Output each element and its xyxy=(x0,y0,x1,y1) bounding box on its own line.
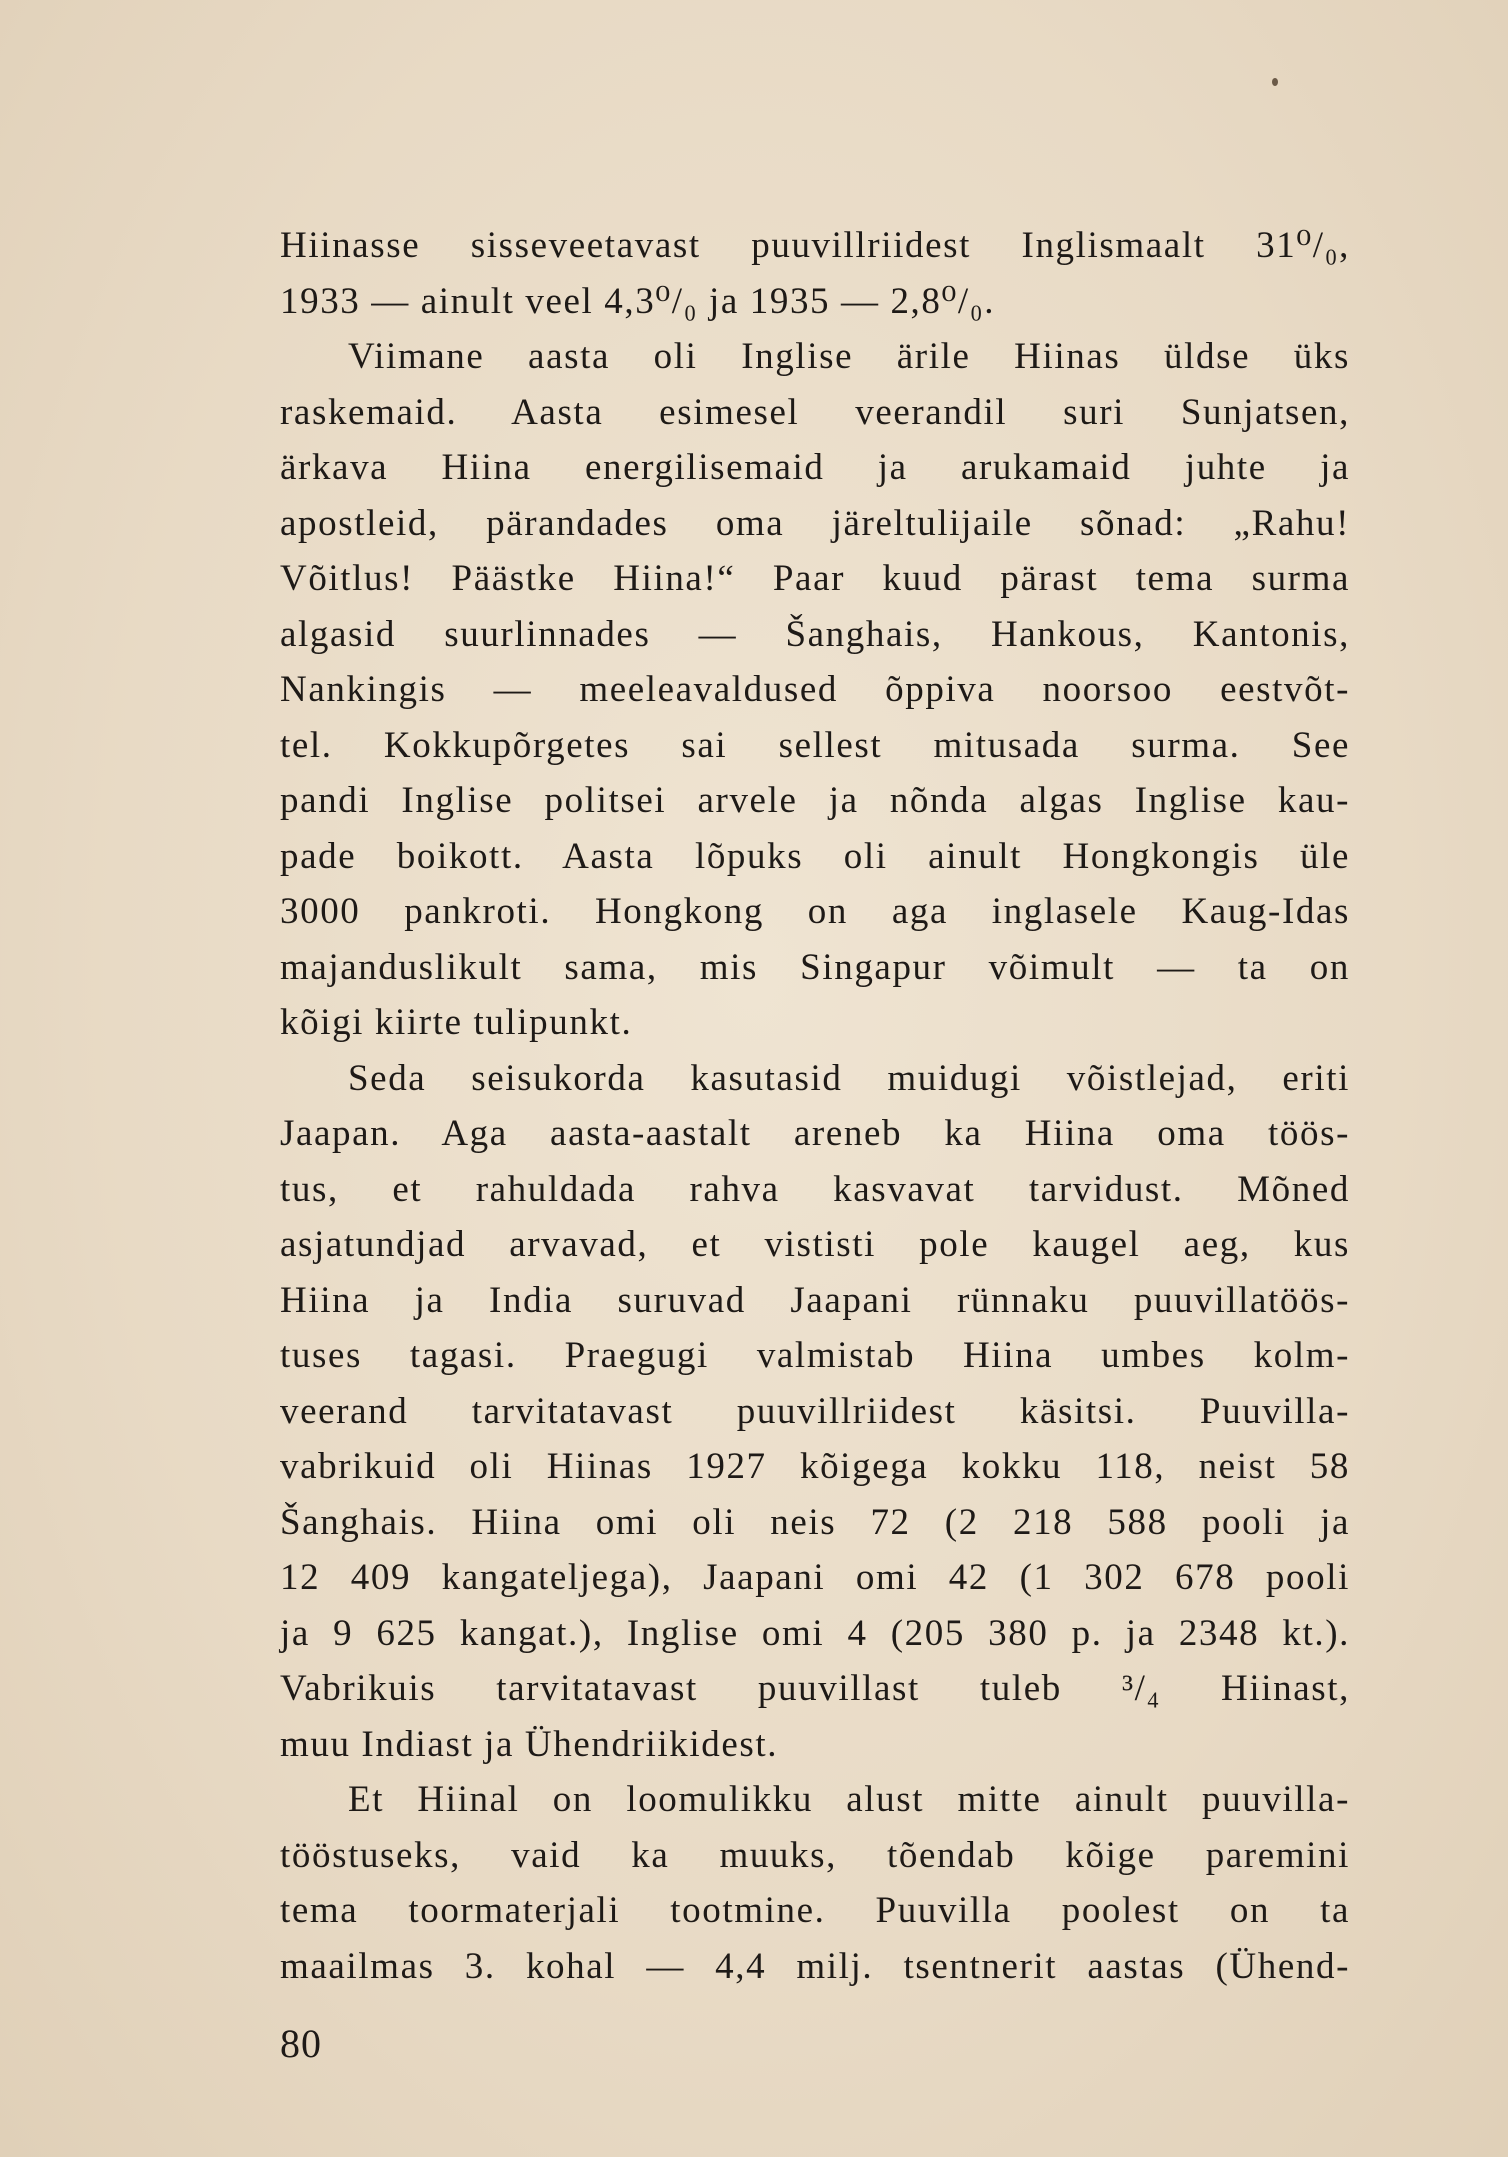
text-line: Et Hiinal on loomulikku alust mitte ainult puuvilla- xyxy=(348,1779,1350,1820)
text-line: algasid suurlinnades — Šanghais, Hankous, Kantonis, xyxy=(280,613,1350,655)
text-line: maailmas 3. kohal — 4,4 milj. tsentnerit aastas (Ühend- xyxy=(280,1945,1350,1987)
text-line: Seda seisukorda kasutasid muidugi võistlejad, eriti xyxy=(348,1057,1350,1099)
text-line: 1933 — ainult veel 4,3⁰/₀ ja 1935 — 2,8⁰/₀. xyxy=(280,280,996,322)
text-line: tööstuseks, vaid ka muuks, tõendab kõige paremini xyxy=(280,1834,1350,1876)
text-line: Nankingis — meeleavaldused õppiva noorsoo eestvõt- xyxy=(280,669,1350,710)
text-line: veerand tarvitatavast puuvillriidest käsitsi. Puuvilla- xyxy=(280,1390,1350,1432)
text-line: 12 409 kangateljega), Jaapani omi 42 (1 302 678 pooli xyxy=(280,1557,1350,1598)
text-line: asjatundjad arvavad, et vististi pole kaugel aeg, kus xyxy=(280,1224,1350,1265)
text-line: tema toormaterjali tootmine. Puuvilla poolest on ta xyxy=(280,1890,1350,1931)
text-line: Šanghais. Hiina omi oli neis 72 (2 218 588 pooli ja xyxy=(280,1501,1350,1543)
text-line: kõigi kiirte tulipunkt. xyxy=(280,1002,633,1043)
text-line: Hiinasse sisseveetavast puuvillriidest Inglismaalt 31⁰/₀, xyxy=(280,225,1350,266)
text-line: tel. Kokkupõrgetes sai sellest mitusada surma. See xyxy=(280,724,1350,766)
text-line: 3000 pankroti. Hongkong on aga inglasele Kaug-Idas xyxy=(280,891,1350,932)
text-line: Jaapan. Aga aasta-aastalt areneb ka Hiina oma töös- xyxy=(280,1113,1350,1154)
text-line: muu Indiast ja Ühendriikidest. xyxy=(280,1723,779,1765)
text-line: pade boikott. Aasta lõpuks oli ainult Hongkongis üle xyxy=(280,835,1350,877)
text-line: Võitlus! Päästke Hiina!“ Paar kuud pärast tema surma xyxy=(280,558,1350,599)
text-line: ärkava Hiina energilisemaid ja arukamaid juhte ja xyxy=(280,447,1350,488)
text-line: Viimane aasta oli Inglise ärile Hiinas üldse üks xyxy=(348,336,1350,377)
text-line: raskemaid. Aasta esimesel veerandil suri Sunjatsen, xyxy=(280,391,1350,433)
text-line: Vabrikuis tarvitatavast puuvillast tuleb ³/₄ Hiinast, xyxy=(280,1668,1350,1709)
text-line: tuses tagasi. Praegugi valmistab Hiina umbes kolm- xyxy=(280,1335,1350,1376)
page-number: 80 xyxy=(280,2021,322,2066)
text-line: ja 9 625 kangat.), Inglise omi 4 (205 380 p. ja 2348 kt.). xyxy=(280,1612,1350,1654)
text-line: tus, et rahuldada rahva kasvavat tarvidust. Mõned xyxy=(280,1168,1350,1210)
body-text xyxy=(280,218,1350,1994)
text-line: pandi Inglise politsei arvele ja nõnda algas Inglise kau- xyxy=(280,780,1350,821)
text-line: vabrikuid oli Hiinas 1927 kõigega kokku 118, neist 58 xyxy=(280,1446,1350,1487)
text-line: apostleid, pärandades oma järeltulijaile sõnad: „Rahu! xyxy=(280,502,1350,544)
text-line: majanduslikult sama, mis Singapur võimult — ta on xyxy=(280,946,1350,988)
ink-speck xyxy=(1272,78,1278,86)
text-line: Hiina ja India suruvad Jaapani rünnaku puuvillatöös- xyxy=(280,1279,1350,1321)
